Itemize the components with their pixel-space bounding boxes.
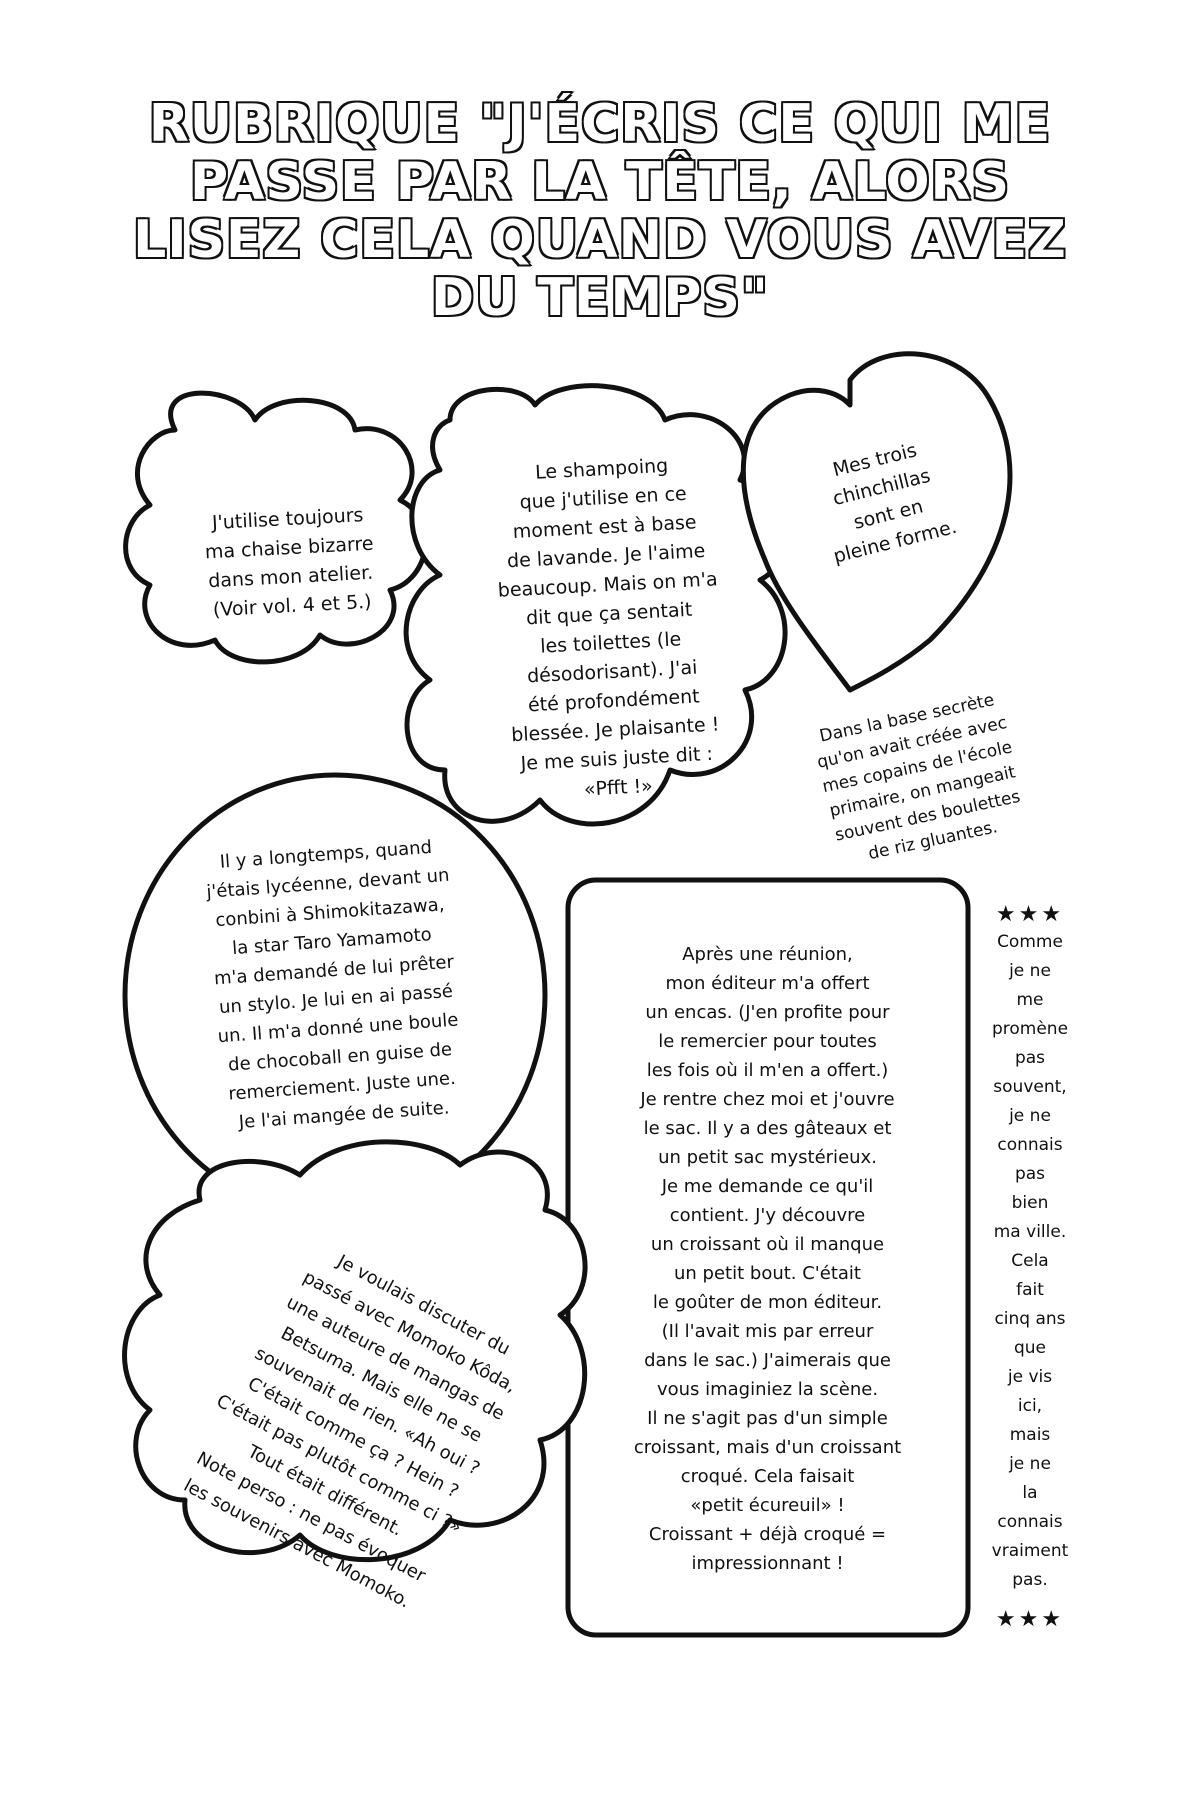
page-title: RUBRIQUE "J'ÉCRIS CE QUI ME PASSE PAR LA TÊTE, ALORS LISEZ CELA QUAND VOUS AVEZ DU TEMPS" [133, 94, 1067, 328]
bubble-text-croissant: Après une réunion, mon éditeur m'a offert un encas. (J'en profite pour le remercier pour toutes les fois où il m'en a offert.) Je rentre chez moi et j'ouvre le sac. Il y a des gâteaux et un petit sac mystérieux. Je me demande ce qu'il contient. J'y découvre un croissant où il manque un petit bout. C'était le goûter de mon éditeur. (Il l'avait mis par erreur dans le sac.) J'aimerais que vous imaginiez la scène. Il ne s'agit pas d'un simple croissant, mais d'un croissant croqué. Cela faisait «petit écureuil» ! Croissant + déjà croqué = impressionnant ! [633, 944, 902, 1574]
bubble-text-base-secrete: Dans la base secrète qu'on avait créée avec mes copains de l'école primaire, on mangeait souvent des boulettes de riz gluantes. [815, 690, 1023, 865]
sidebar-stars-top: ★★★ [995, 902, 1065, 927]
bubble-text-lyceenne: Il y a longtemps, quand j'étais lycéenne, devant un conbini à Shimokitazawa, la star Taro Yamamoto m'a demandé de lui prêter un stylo. Je lui en ai passé un. Il m'a donné une boule de chocoball en guise de remerciement. Juste une. Je l'ai mangée de suite. [205, 836, 460, 1134]
bubble-text-chaise: J'utilise toujours ma chaise bizarre dans mon atelier. (Voir vol. 4 et 5.) [204, 504, 375, 622]
bubble-text-shampoing: Le shampoing que j'utilise en ce moment est à base de lavande. Je l'aime beaucoup. Mais on m'a dit que ça sentait les toilettes (le désodorisant). J'ai été profondément blessée. Je plaisante ! Je me suis juste dit : «Pfft !» [497, 454, 720, 801]
sidebar-stars-bottom: ★★★ [995, 1607, 1065, 1632]
sidebar-text: Comme je ne me promène pas souvent, je ne connais pas bien ma ville. Cela fait cinq ans que je vis ici, mais je ne la connais vraiment pas. [991, 932, 1069, 1590]
bubble-text-momoko: Je voulais discuter du passé avec Momoko Kôda, une auteure de mangas de Betsuma. Mais elle ne se souvenait de rien. «Ah oui ? C'était comme ça ? Hein ? C'était pas plutôt comme ci ?» Tout était différent. Note perso : ne pas évoquer les souvenirs avec Momoko. [180, 1250, 520, 1613]
bubble-text-chinchillas: Mes trois chinchillas sont en pleine forme. [830, 439, 959, 568]
